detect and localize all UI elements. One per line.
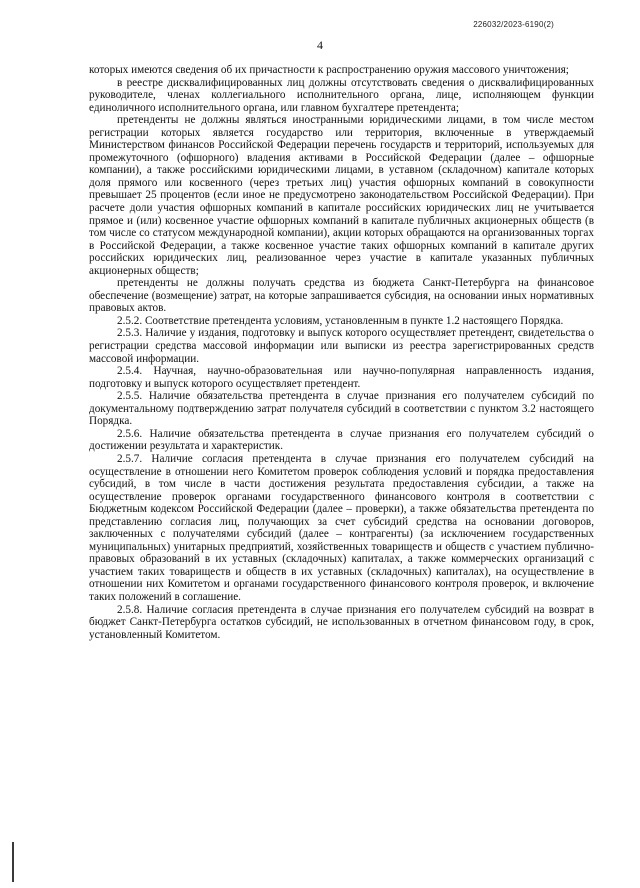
paragraph-2-5-3: 2.5.3. Наличие у издания, подготовку и выпуск которого осуществляет претендент, свидетельства о регистрации средства массовой информации или выписки из реестра зарегистрированных средств массовой информации. [89, 327, 594, 365]
scan-edge-mark [12, 842, 14, 882]
page-number: 4 [317, 38, 323, 52]
paragraph-offshore-companies: претенденты не должны являться иностранными юридическими лицами, в том числе местом регистрации которых является государство или территория, включенные в утверждаемый Министерством финансов Российской Федерации перечень государств и территорий, используемых для промежуточного (офшорного) владения активами в Российской Федерации (далее – офшорные компании), а также российскими юридическими лицами, в уставном (складочном) капитале которых доля прямого или косвенного (через третьих лиц) участия офшорных компаний в совокупности превышает 25 процентов (если иное не предусмотрено законодательством Российской Федерации). При расчете доли участия офшорных компаний в капитале российских юридических лиц не учитывается прямое и (или) косвенное участие офшорных компаний в капитале публичных акционерных обществ (в том числе со статусом международной компании), акции которых обращаются на организованных торгах в Российской Федерации, а также косвенное участие таких офшорных компаний в капитале других российских юридических лиц, реализованное через участие в капитале указанных публичных акционерных обществ; [89, 114, 594, 277]
paragraph-continuation: которых имеются сведения об их причастности к распространению оружия массового уничтожения; [89, 64, 569, 76]
paragraph-2-5-7: 2.5.7. Наличие согласия претендента в случае признания его получателем субсидий на осуществление в отношении него Комитетом проверок соблюдения условий и порядка предоставления субсидий, в том числе в части достижения результата предоставления субсидии, а также на осуществление проверок органами государственного финансового контроля в соответствии с Бюджетным кодексом Российской Федерации (далее – проверки), а также обязательства претендента по представлению согласия лиц, получающих за счет субсидий средства на основании договоров, заключенных с получателями субсидий (далее – контрагенты) (за исключением государственных муниципальных) унитарных предприятий, хозяйственных товариществ и обществ с участием публично-правовых образований в их уставных (складочных) капиталах, а также коммерческих организаций с участием таких товариществ и обществ в их уставных (складочных) капиталах), на осуществление в отношении них Комитетом и органами государственного финансового контроля проверок, и включение таких положений в соглашение. [89, 452, 594, 603]
paragraph-2-5-5: 2.5.5. Наличие обязательства претендента в случае признания его получателем субсидий по документальному подтверждению затрат получателя субсидий в соответствии с пунктом 3.2 настоящего Порядка. [89, 390, 594, 428]
paragraph-2-5-4: 2.5.4. Научная, научно-образовательная или научно-популярная направленность издания, подготовку и выпуск которого осуществляет претендент. [89, 365, 594, 390]
document-body [89, 64, 594, 641]
paragraph-2-5-2: 2.5.2. Соответствие претендента условиям, установленным в пункте 1.2 настоящего Порядка. [117, 314, 564, 327]
paragraph-disqualified-registry: в реестре дисквалифицированных лиц должны отсутствовать сведения о дисквалифицированных руководителе, членах коллегиального исполнительного органа, лице, исполняющем функции единоличного исполнительного органа, или главном бухгалтере претендента; [89, 76, 594, 114]
paragraph-budget-funds: претенденты не должны получать средства из бюджета Санкт-Петербурга на финансовое обеспечение (возмещение) затрат, на которые запрашивается субсидия, на основании иных нормативных правовых актов. [89, 277, 594, 315]
paragraph-2-5-6: 2.5.6. Наличие обязательства претендента в случае признания его получателем субсидий о достижении результата и характеристик. [89, 427, 594, 453]
paragraph-2-5-8: 2.5.8. Наличие согласия претендента в случае признания его получателем субсидий на возврат в бюджет Санкт-Петербурга остатков субсидий, не использованных в отчетном финансовом году, в срок, установленный Комитетом. [89, 603, 594, 641]
document-id: 226032/2023-6190(2) [473, 20, 554, 29]
